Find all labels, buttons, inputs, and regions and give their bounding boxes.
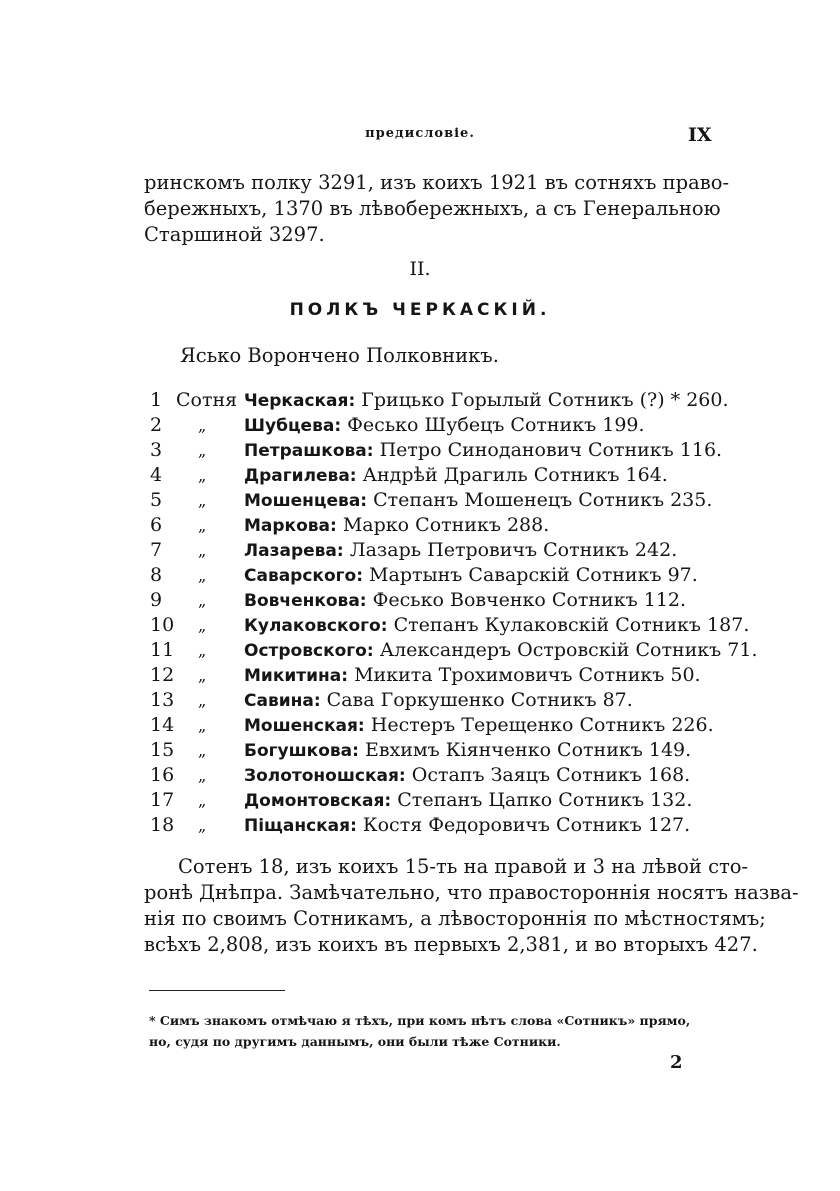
sotnik-entry: Лазарь Петровичъ Сотникъ 242. [343, 539, 678, 561]
sotnia-name: Островского: [244, 641, 374, 661]
section-number: II. [409, 258, 431, 280]
item-body [244, 663, 701, 689]
page-number: IX [688, 124, 712, 146]
colonel-line: Ясько Ворончено Полковникъ. [180, 344, 499, 367]
item-number: 12 [150, 664, 175, 686]
ditto-mark: „ [198, 816, 207, 835]
ditto-mark: „ [198, 741, 207, 760]
sotnia-name: Маркова: [244, 516, 337, 536]
ditto-mark: „ [198, 766, 207, 785]
footnote-rule [149, 990, 285, 991]
sotnia-name: Мошенская: [244, 716, 365, 736]
footnote-line: но, судя по другимъ даннымъ, они были тѣже Сотники. [149, 1034, 561, 1049]
sotnia-name: Домонтовская: [244, 791, 392, 811]
sotnia-name: Кулаковского: [244, 616, 388, 636]
list-item [146, 788, 746, 813]
text-line: бережныхъ, 1370 въ лѣвобережныхъ, а съ Генеральною [144, 197, 721, 220]
sotnik-entry: Петро Синоданович Сотникъ 116. [373, 439, 723, 461]
item-number: 11 [150, 639, 175, 661]
item-body [244, 388, 729, 414]
item-number: 16 [150, 764, 175, 786]
list-item [146, 438, 746, 463]
item-number: 7 [150, 539, 163, 561]
sotnik-entry: Фесько Вовченко Сотникъ 112. [366, 589, 687, 611]
list-item [146, 563, 746, 588]
ditto-mark: „ [198, 491, 207, 510]
list-item [146, 388, 746, 413]
ditto-mark: „ [198, 466, 207, 485]
item-number: 3 [150, 439, 163, 461]
list-item [146, 663, 746, 688]
ditto-mark: „ [198, 641, 207, 660]
text-line: Старшиной 3297. [144, 223, 325, 246]
list-item [146, 713, 746, 738]
item-number: 14 [150, 714, 175, 736]
ditto-mark: „ [198, 716, 207, 735]
item-body [244, 488, 712, 514]
list-item [146, 763, 746, 788]
list-item [146, 613, 750, 638]
item-body [244, 638, 758, 664]
list-item [146, 813, 746, 838]
item-number: 18 [150, 814, 175, 836]
sotnia-name: Драгилева: [244, 466, 357, 486]
running-head [0, 124, 840, 148]
sotnik-entry: Грицько Горылый Сотникъ (?) * 260. [355, 389, 729, 411]
item-body [244, 438, 722, 464]
sotnik-entry: Евхимъ Кіянченко Сотникъ 149. [358, 739, 692, 761]
sotnia-name: Золотоношская: [244, 766, 406, 786]
list-item [146, 463, 746, 488]
text-line: ринскомъ полку 3291, изъ коихъ 1921 въ сотняхъ право- [144, 171, 730, 194]
item-number: 17 [150, 789, 175, 811]
sotnia-name: Черкаская: [244, 391, 356, 411]
item-number: 15 [150, 739, 175, 761]
ditto-mark: „ [198, 441, 207, 460]
ditto-mark: „ [198, 516, 207, 535]
ditto-mark: „ [198, 566, 207, 585]
sotnik-entry: Фесько Шубецъ Сотникъ 199. [341, 414, 645, 436]
sotnia-name: Лазарева: [244, 541, 344, 561]
unit-word: Сотня [176, 389, 238, 411]
item-body [244, 763, 690, 789]
list-item [146, 688, 746, 713]
ditto-mark: „ [198, 691, 207, 710]
ditto-mark: „ [198, 616, 207, 635]
list-item [146, 413, 746, 438]
sotnia-name: Савина: [244, 691, 321, 711]
sotnik-entry: Остапъ Заяцъ Сотникъ 168. [405, 764, 691, 786]
sotnia-name: Микитина: [244, 666, 349, 686]
ditto-mark: „ [198, 666, 207, 685]
ditto-mark: „ [198, 591, 207, 610]
sotnia-name: Саварского: [244, 566, 363, 586]
sotnia-list [146, 388, 758, 838]
footnote [149, 1010, 721, 1052]
text-line: всѣхъ 2,808, изъ коихъ въ первыхъ 2,381, и во вторыхъ 427. [144, 933, 758, 956]
running-title: предисловіе. [365, 126, 475, 141]
item-number: 5 [150, 489, 163, 511]
item-body [244, 738, 691, 764]
item-number: 4 [150, 464, 163, 486]
ditto-mark: „ [198, 541, 207, 560]
item-number: 8 [150, 564, 163, 586]
list-item [146, 588, 746, 613]
sotnia-name: Піщанская: [244, 816, 357, 836]
sotnik-entry: Андрѣй Драгиль Сотникъ 164. [356, 464, 668, 486]
item-body [244, 713, 714, 739]
list-item [146, 638, 758, 663]
sotnik-entry: Степанъ Кулаковскій Сотникъ 187. [387, 614, 750, 636]
ditto-mark: „ [198, 791, 207, 810]
item-body [244, 513, 549, 539]
item-body [244, 688, 633, 714]
item-number: 2 [150, 414, 163, 436]
sotnik-entry: Костя Федоровичъ Сотникъ 127. [356, 814, 691, 836]
sotnia-name: Мошенцева: [244, 491, 368, 511]
sotnik-entry: Александеръ Островскій Сотникъ 71. [373, 639, 758, 661]
signature-mark: 2 [670, 1052, 683, 1073]
ditto-mark: „ [198, 416, 207, 435]
list-item [146, 488, 746, 513]
item-body [244, 463, 668, 489]
item-body [244, 413, 645, 439]
section-title: ПОЛКЪ ЧЕРКАСКІЙ. [289, 300, 551, 320]
sotnik-entry: Степанъ Мошенецъ Сотникъ 235. [367, 489, 713, 511]
item-body [244, 813, 690, 839]
item-body [244, 538, 677, 564]
sotnik-entry: Мартынъ Саварскій Сотникъ 97. [363, 564, 698, 586]
text-line: ронѣ Днѣпра. Замѣчательно, что правостороннія носятъ назва- [144, 881, 799, 904]
sotnik-entry: Нестеръ Терещенко Сотникъ 226. [364, 714, 714, 736]
item-body [244, 563, 698, 589]
item-body [244, 788, 692, 814]
footnote-line: * Симъ знакомъ отмѣчаю я тѣхъ, при комъ нѣтъ слова «Сотникъ» прямо, [149, 1013, 691, 1028]
sotnik-entry: Микита Трохимовичъ Сотникъ 50. [348, 664, 701, 686]
sotnik-entry: Марко Сотникъ 288. [336, 514, 550, 536]
item-number: 1 [150, 389, 163, 411]
item-body [244, 613, 749, 639]
sotnik-entry: Степанъ Цапко Сотникъ 132. [391, 789, 693, 811]
list-item [146, 513, 746, 538]
item-number: 10 [150, 614, 175, 636]
summary-paragraph [144, 854, 799, 958]
sotnia-name: Петрашкова: [244, 441, 374, 461]
text-line: Сотенъ 18, изъ коихъ 15-ть на правой и 3 на лѣвой сто- [178, 855, 749, 878]
list-item [146, 738, 746, 763]
sotnia-name: Богушкова: [244, 741, 359, 761]
sotnik-entry: Сава Горкушенко Сотникъ 87. [320, 689, 633, 711]
intro-paragraph [144, 170, 730, 248]
item-number: 6 [150, 514, 163, 536]
text-line: нія по своимъ Сотникамъ, а лѣвостороннія по мѣстностямъ; [144, 907, 766, 930]
sotnia-name: Шубцева: [244, 416, 342, 436]
item-number: 13 [150, 689, 175, 711]
sotnia-name: Вовченкова: [244, 591, 367, 611]
list-item [146, 538, 746, 563]
item-number: 9 [150, 589, 163, 611]
item-body [244, 588, 686, 614]
